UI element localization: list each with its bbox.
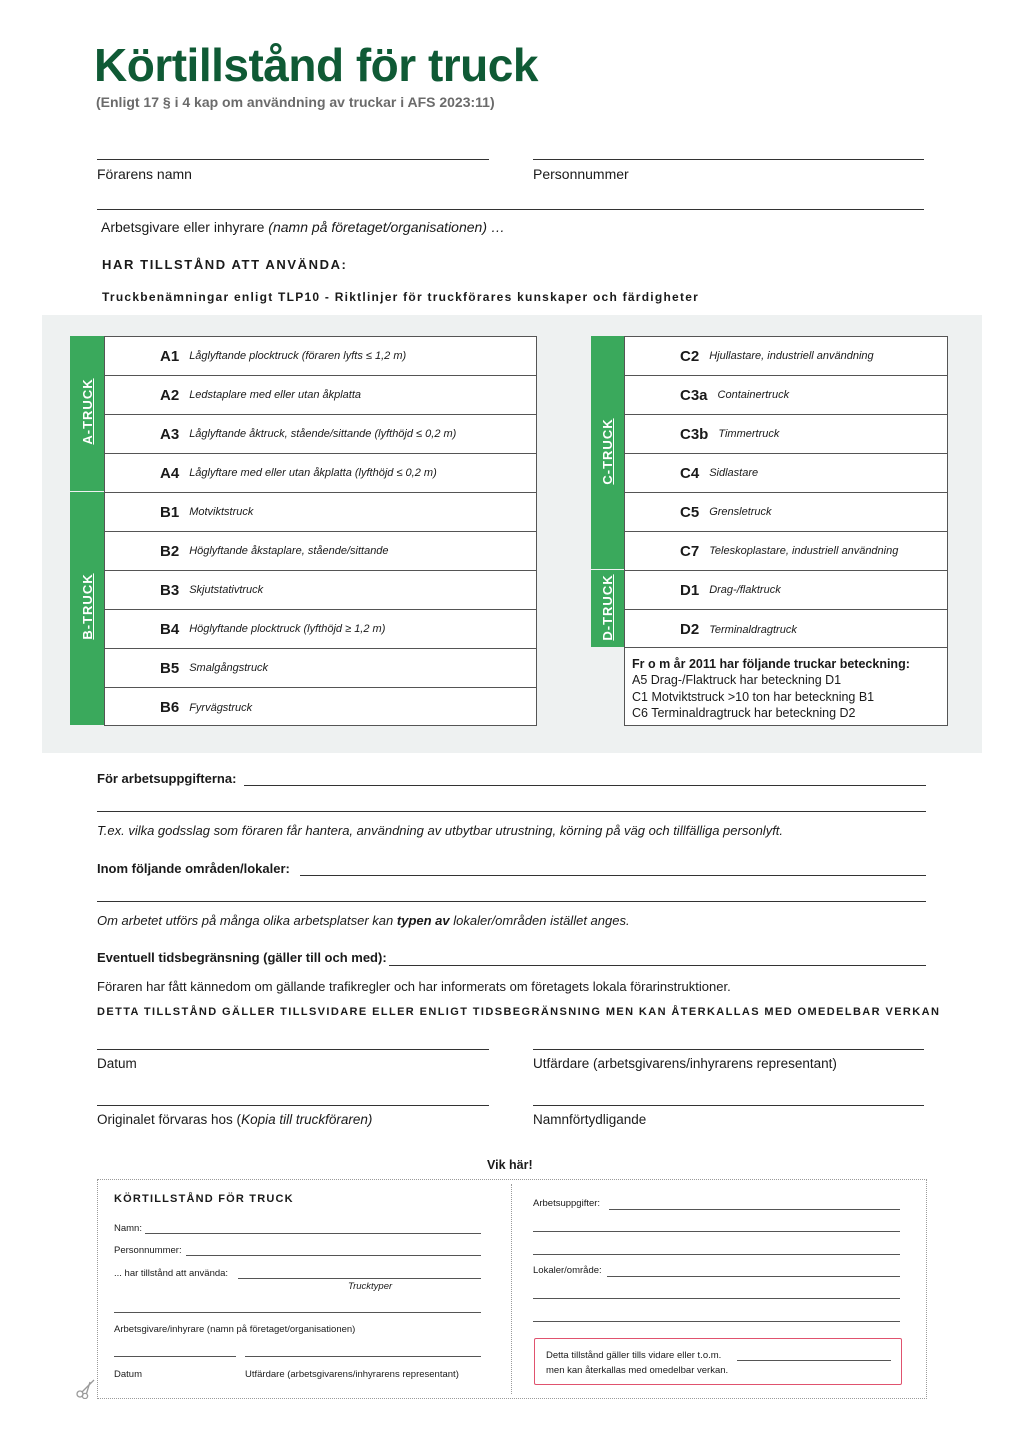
areas-hint	[97, 913, 630, 928]
card-areas-line[interactable]	[607, 1276, 900, 1277]
truck-description: Teleskoplastare, industriell användning	[709, 545, 899, 557]
truck-code: B2	[160, 542, 180, 560]
card-fold-divider	[511, 1184, 512, 1394]
card-date-label: Datum	[114, 1369, 142, 1380]
card-tasks-line-2[interactable]	[533, 1231, 900, 1232]
truck-row-c7	[625, 532, 947, 571]
truck-description: Motviktstruck	[189, 506, 254, 518]
card-validity-box	[534, 1338, 902, 1385]
truck-code: C5	[680, 503, 700, 521]
truck-code: D2	[680, 621, 700, 638]
left-truck-table	[104, 336, 537, 726]
b-truck-group	[70, 492, 104, 725]
truck-row-b2	[105, 532, 536, 571]
truck-description: Ledstaplare med eller utan åkplatta	[189, 389, 362, 401]
card-truck-types: Trucktyper	[348, 1281, 393, 1292]
tasks-label: För arbetsuppgifterna:	[97, 771, 237, 786]
c-truck-group	[591, 336, 624, 569]
note-line: C1 Motviktstruck >10 ton har beteckning B1	[632, 690, 875, 704]
truck-names-heading: Truckbenämningar enligt TLP10 - Riktlinjer för truckförares kunskaper och färdigheter	[102, 290, 700, 304]
info-text: Föraren har fått kännedom om gällande trafikregler och har informerats om företagets lokala förarinstruktioner.	[97, 979, 731, 994]
truck-row-c5	[625, 493, 947, 532]
truck-row-b1	[105, 493, 536, 532]
truck-row-c2	[625, 337, 947, 376]
truck-code: B3	[160, 581, 180, 599]
truck-description: Låglyftande plocktruck (föraren lyfts ≤ 1,2 m)	[189, 350, 407, 362]
original-label-text: Originalet förvaras hos (	[97, 1112, 242, 1127]
truck-description: Skjutstativtruck	[189, 584, 264, 596]
date-line[interactable]	[97, 1049, 489, 1050]
time-limit-label	[97, 950, 387, 965]
card-validity-line2: men kan återkallas med omedelbar verkan.	[546, 1365, 729, 1376]
a-truck-group	[70, 336, 104, 491]
time-limit-text: Eventuell tidsbegränsning (gäller till och med):	[97, 950, 387, 965]
truck-code: D1	[680, 581, 700, 599]
truck-description: Terminaldragtruck	[709, 623, 797, 636]
truck-code: A2	[160, 386, 180, 404]
scissors-icon	[75, 1377, 97, 1399]
truck-code: A3	[160, 425, 180, 443]
employer-label-text: Arbetsgivare eller inhyrare	[101, 219, 265, 235]
employer-line[interactable]	[97, 209, 924, 210]
right-truck-table	[624, 336, 948, 648]
driver-name-line[interactable]	[97, 159, 489, 160]
name-clarification-label: Namnförtydligande	[533, 1112, 647, 1127]
c-truck-label: C-TRUCK	[600, 418, 615, 485]
truck-row-c3b	[625, 415, 947, 454]
truck-description: Fyrvägstruck	[189, 701, 253, 714]
truck-description: Smalgångstruck	[189, 662, 269, 674]
card-personal-number-label: Personnummer:	[114, 1245, 182, 1256]
issuer-label: Utfärdare (arbetsgivarens/inhyrarens representant)	[533, 1056, 837, 1071]
time-limit-line[interactable]	[389, 965, 926, 966]
truck-row-d2	[625, 610, 947, 649]
employer-label	[101, 219, 505, 235]
truck-row-c4	[625, 454, 947, 493]
truck-description: Hjullastare, industriell användning	[709, 350, 874, 362]
card-tasks-line[interactable]	[609, 1209, 900, 1210]
truck-row-c3a	[625, 376, 947, 415]
truck-description: Grensletruck	[709, 506, 772, 518]
card-name-line[interactable]	[145, 1233, 481, 1234]
truck-row-b4	[105, 610, 536, 649]
truck-code: B4	[160, 620, 180, 638]
personal-number-label: Personnummer	[533, 166, 629, 182]
note-line: C6 Terminaldragtruck har beteckning D2	[632, 706, 856, 720]
areas-hint-bold: typen av	[396, 913, 450, 928]
original-label	[97, 1112, 372, 1127]
truck-code: C2	[680, 347, 700, 365]
truck-description: Containertruck	[717, 389, 790, 401]
truck-description: Drag-/flaktruck	[709, 584, 781, 596]
card-areas-label: Lokaler/område:	[533, 1265, 602, 1276]
b-truck-label: B-TRUCK	[80, 573, 95, 640]
truck-code: B6	[160, 699, 180, 716]
card-permitted-label: ... har tillstånd att använda:	[114, 1268, 229, 1279]
truck-description: Låglyftande åktruck, stående/sittande (lyfthöjd ≤ 0,2 m)	[189, 428, 457, 440]
truck-code: C4	[680, 464, 700, 482]
card-title: KÖRTILLSTÅND FÖR TRUCK	[114, 1193, 294, 1205]
card-areas-line-3[interactable]	[533, 1321, 900, 1322]
truck-description: Sidlastare	[709, 467, 759, 479]
card-issuer-label: Utfärdare (arbetsgivarens/inhyrarens representant)	[245, 1369, 459, 1380]
note-heading: Fr o m år 2011 har följande truckar beteckning:	[632, 657, 910, 671]
truck-code: A4	[160, 464, 180, 482]
d-truck-group	[591, 570, 624, 647]
card-issuer-line[interactable]	[245, 1356, 481, 1357]
truck-row-a3	[105, 415, 536, 454]
a-truck-label: A-TRUCK	[80, 378, 95, 445]
truck-code: C3a	[680, 386, 708, 404]
date-label: Datum	[97, 1056, 137, 1071]
card-employer-label: Arbetsgivare/inhyrare (namn på företaget/organisationen)	[114, 1324, 356, 1335]
personal-number-line[interactable]	[533, 159, 924, 160]
card-permitted-line[interactable]	[238, 1278, 481, 1279]
truck-description: Timmertruck	[718, 428, 780, 440]
truck-row-a4	[105, 454, 536, 493]
truck-description: Höglyftande plocktruck (lyfthöjd ≥ 1,2 m)	[189, 623, 386, 635]
card-tasks-line-3[interactable]	[533, 1254, 900, 1255]
truck-code: A1	[160, 347, 180, 365]
fold-label: Vik här!	[487, 1158, 533, 1172]
tasks-line-2[interactable]	[97, 811, 926, 812]
truck-description: Låglyftare med eller utan åkplatta (lyfthöjd ≤ 0,2 m)	[189, 467, 437, 479]
card-validity-line1: Detta tillstånd gäller tills vidare eller t.o.m.	[546, 1350, 722, 1361]
page-title: Körtillstånd för truck	[94, 39, 538, 91]
truck-code: C3b	[680, 425, 709, 443]
tasks-line[interactable]	[244, 785, 926, 786]
card-personal-number-line[interactable]	[186, 1255, 481, 1256]
name-clarification-line[interactable]	[533, 1105, 924, 1106]
truck-row-d1	[625, 571, 947, 610]
truck-row-b5	[105, 649, 536, 688]
permission-heading: HAR TILLSTÅND ATT ANVÄNDA:	[102, 257, 348, 272]
original-line[interactable]	[97, 1105, 489, 1106]
card-date-line[interactable]	[114, 1356, 236, 1357]
driver-name-label: Förarens namn	[97, 166, 192, 182]
card-areas-line-2[interactable]	[533, 1298, 900, 1299]
truck-row-a2	[105, 376, 536, 415]
truck-code: B5	[160, 659, 180, 677]
employer-hint: (namn på företaget/organisationen) …	[268, 219, 505, 235]
areas-line-2[interactable]	[97, 901, 926, 902]
d-truck-label: D-TRUCK	[600, 574, 615, 641]
truck-row-b3	[105, 571, 536, 610]
areas-hint-pre: Om arbetet utförs på många olika arbetsplatser kan	[97, 913, 397, 928]
truck-row-a1	[105, 337, 536, 376]
truck-code: C7	[680, 542, 700, 560]
truck-code: B1	[160, 503, 180, 521]
areas-hint-post: lokaler/områden istället anges.	[449, 913, 630, 928]
card-tasks-label: Arbetsuppgifter:	[533, 1198, 601, 1209]
card-name-label: Namn:	[114, 1223, 142, 1234]
card-validity-date-line[interactable]	[737, 1360, 891, 1361]
truck-description: Höglyftande åkstaplare, stående/sittande	[189, 545, 389, 557]
validity-text: DETTA TILLSTÅND GÄLLER TILLSVIDARE ELLER ENLIGT TIDSBEGRÄNSNING MEN KAN ÅTERKALLAS MED OMEDELBAR VERKAN	[97, 1006, 941, 1018]
issuer-line[interactable]	[533, 1049, 924, 1050]
truck-row-b6	[105, 688, 536, 727]
note-line: A5 Drag-/Flaktruck har beteckning D1	[632, 673, 842, 687]
page-subtitle: (Enligt 17 § i 4 kap om användning av truckar i AFS 2023:11)	[96, 94, 495, 110]
tasks-hint: T.ex. vilka godsslag som föraren får hantera, användning av utbytbar utrustning, körning på väg och tillfälliga personlyft.	[97, 823, 784, 838]
areas-label: Inom följande områden/lokaler:	[97, 861, 290, 876]
original-hint: Kopia till truckföraren)	[241, 1112, 373, 1127]
designation-note-box	[624, 647, 948, 726]
card-employer-line[interactable]	[114, 1312, 481, 1313]
areas-line[interactable]	[300, 875, 926, 876]
